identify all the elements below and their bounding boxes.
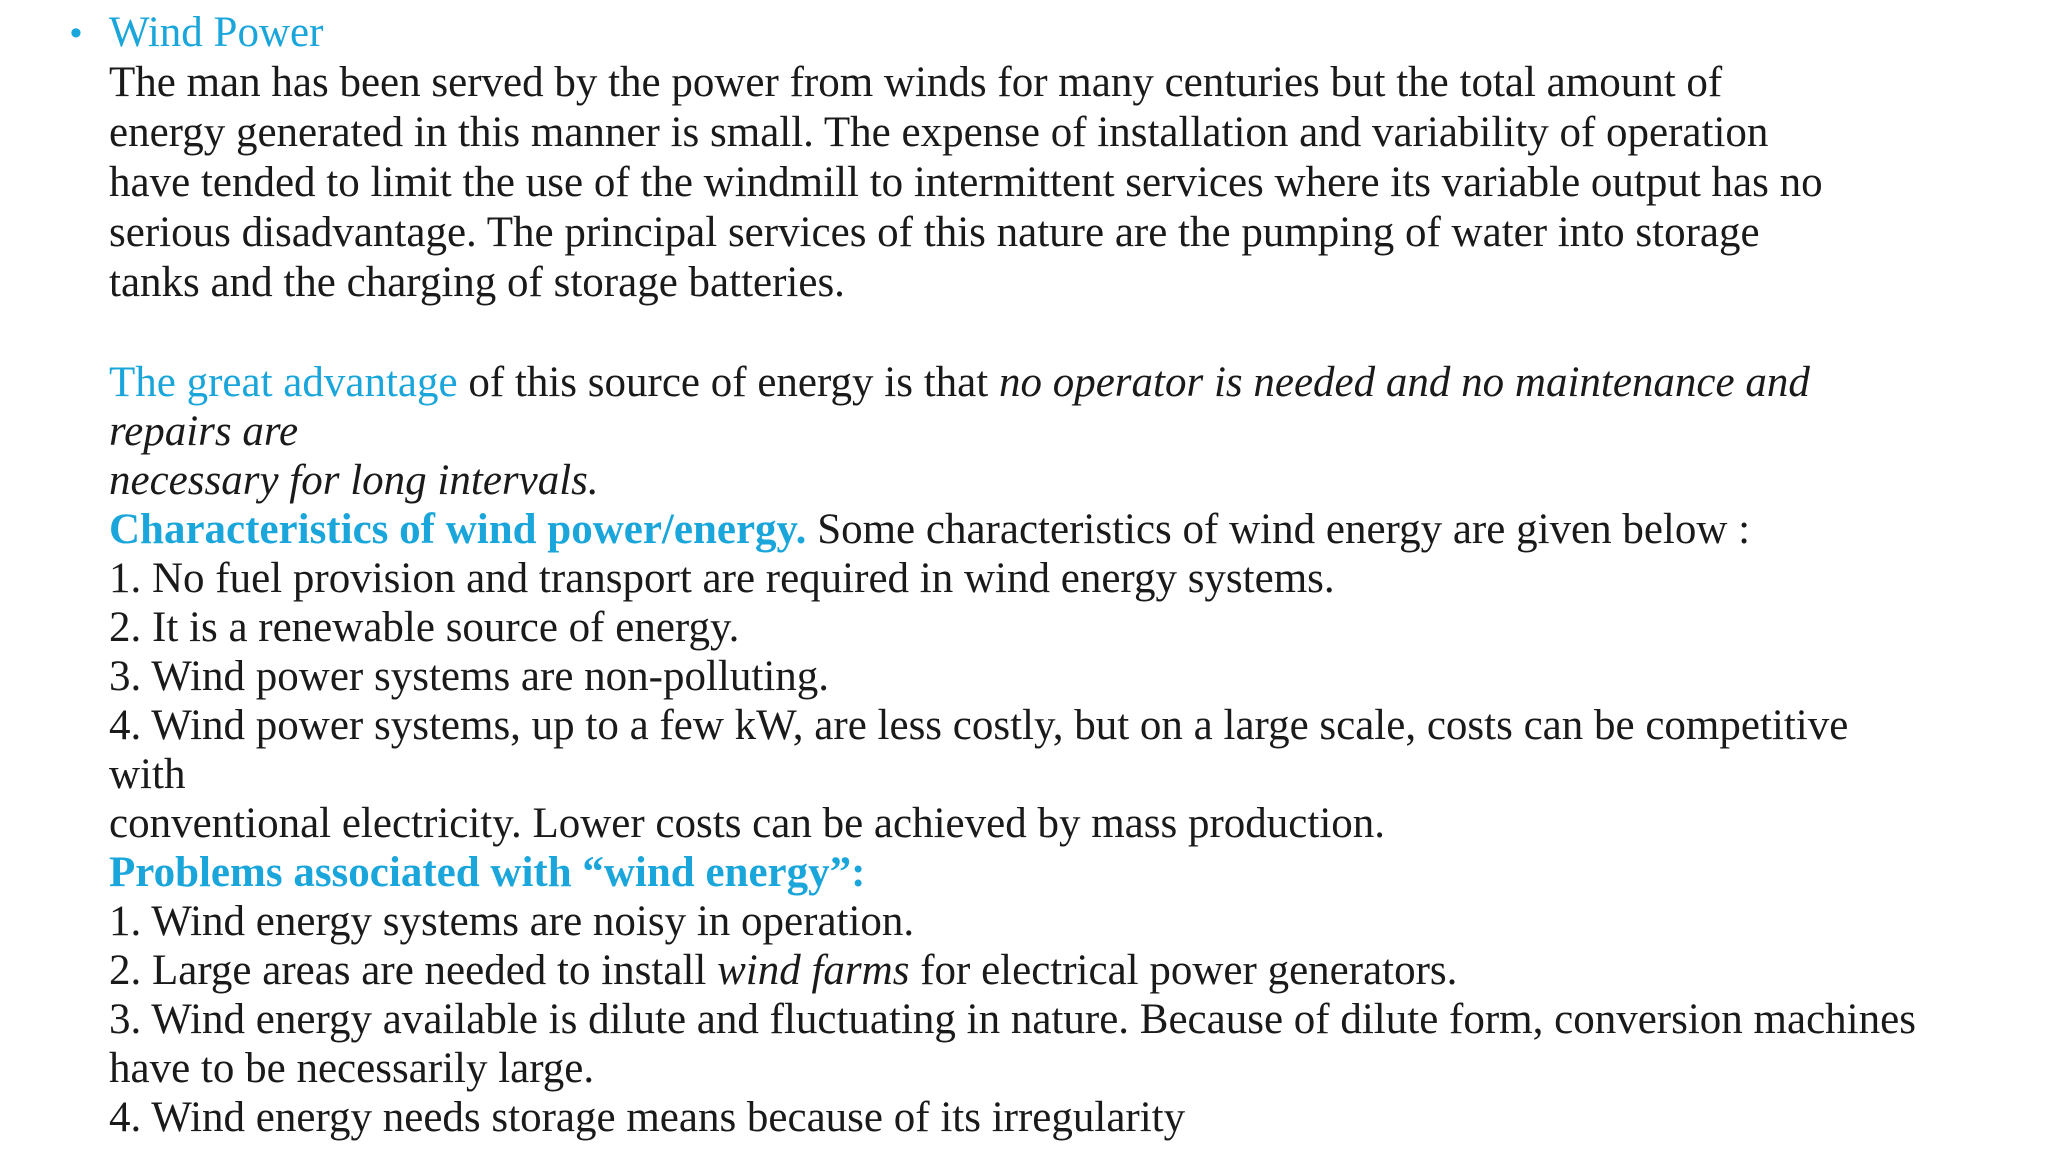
characteristics-heading-line (109, 506, 1750, 554)
problem-item-2-pre: 2. Large areas are needed to install (109, 947, 718, 994)
advantage-line-1 (109, 359, 1810, 407)
problem-item-2 (109, 947, 1457, 995)
characteristic-item: 2. It is a renewable source of energy. (109, 604, 740, 651)
advantage-italic-1: no operator is needed and no maintenance and (998, 359, 1810, 406)
characteristic-item: conventional electricity. Lower costs can be achieved by mass production. (109, 800, 1386, 847)
intro-line-5: tanks and the charging of storage batteries. (109, 259, 845, 306)
characteristic-item: 3. Wind power systems are non-polluting. (109, 653, 830, 700)
bullet-icon: • (70, 14, 82, 52)
advantage-italic-3: necessary for long intervals. (109, 457, 599, 504)
characteristic-item: 1. No fuel provision and transport are required in wind energy systems. (109, 555, 1335, 602)
characteristics-intro: Some characteristics of wind energy are given below : (806, 506, 1751, 553)
intro-line-3: have tended to limit the use of the windmill to intermittent services where its variable output has no (109, 159, 1823, 206)
intro-line-1: The man has been served by the power from winds for many centuries but the total amount of (109, 59, 1723, 106)
problem-item-2-italic: wind farms (717, 947, 910, 994)
advantage-highlight: The great advantage (109, 359, 458, 406)
characteristics-heading: Characteristics of wind power/energy. (109, 506, 807, 553)
intro-line-2: energy generated in this manner is small. The expense of installation and variability of operation (109, 109, 1769, 156)
problem-item-2-post: for electrical power generators. (909, 947, 1458, 994)
characteristic-item: 4. Wind power systems, up to a few kW, are less costly, but on a large scale, costs can be competitive (109, 702, 1849, 749)
advantage-line-3 (109, 457, 599, 505)
problem-item-1: 1. Wind energy systems are noisy in operation. (109, 898, 915, 945)
advantage-line-2 (109, 408, 298, 456)
problem-item-3a: 3. Wind energy available is dilute and fluctuating in nature. Because of dilute form, conversion machines (109, 996, 1916, 1043)
intro-line-4: serious disadvantage. The principal services of this nature are the pumping of water into storage (109, 209, 1760, 256)
problem-item-4: 4. Wind energy needs storage means because of its irregularity (109, 1094, 1186, 1141)
section-title: Wind Power (109, 9, 324, 56)
advantage-text: of this source of energy is that (457, 359, 999, 406)
problems-heading: Problems associated with “wind energy”: (109, 849, 866, 896)
characteristic-item: with (109, 751, 186, 798)
problem-item-3b: have to be necessarily large. (109, 1045, 595, 1092)
advantage-italic-2: repairs are (109, 408, 299, 455)
